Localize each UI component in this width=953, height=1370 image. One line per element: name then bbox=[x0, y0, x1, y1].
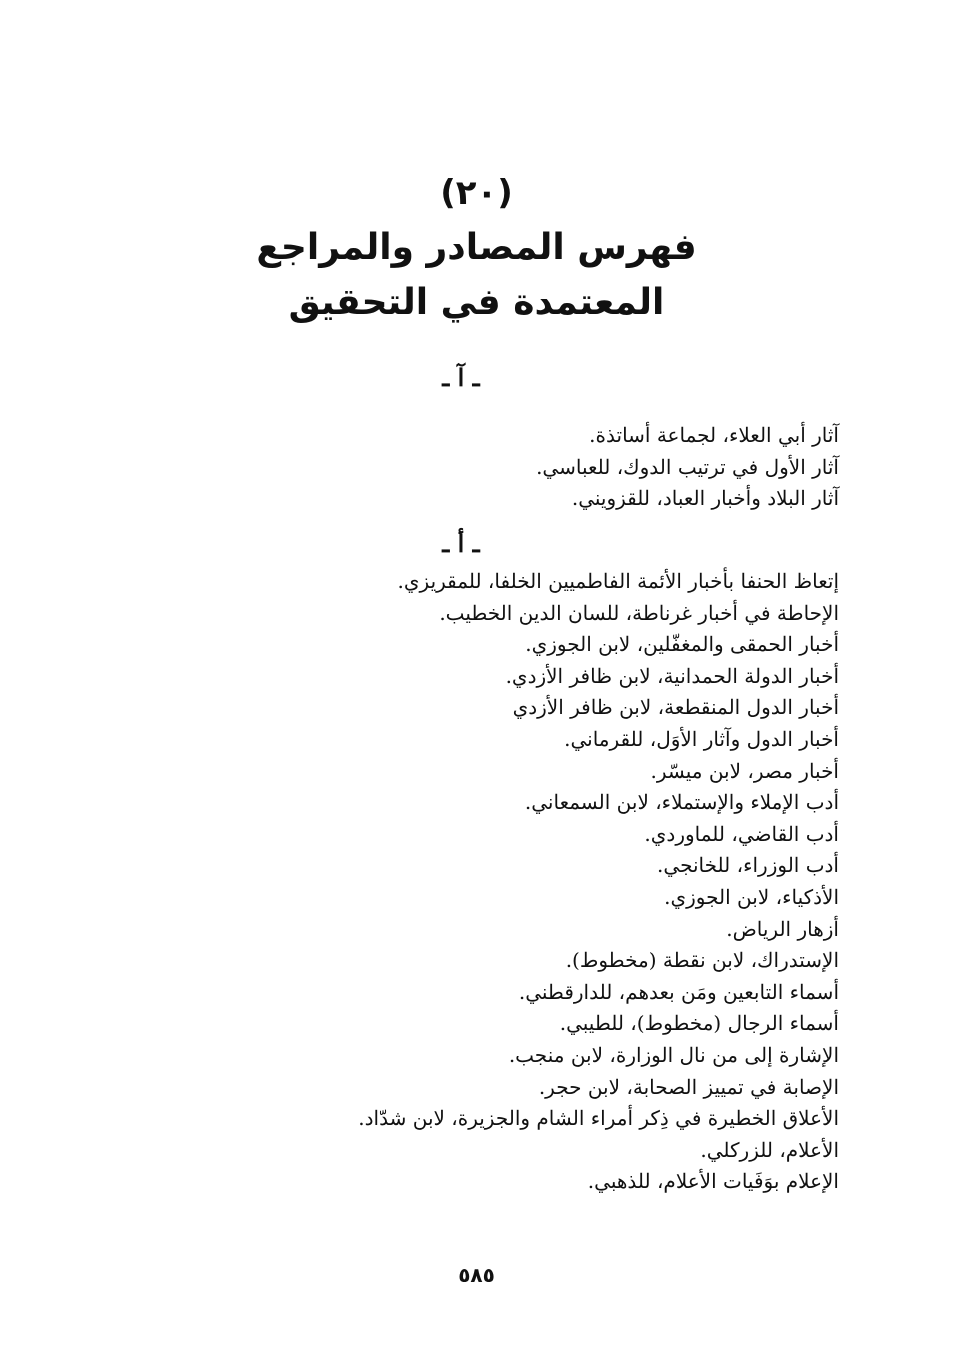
reference-entry: الإشارة إلى من نال الوزارة، لابن منجب. bbox=[508, 1042, 839, 1067]
reference-entry: الإصابة في تمييز الصحابة، لابن حجر. bbox=[538, 1074, 839, 1099]
page-number: ٥٨٥ bbox=[458, 1263, 495, 1287]
reference-list-alef-hamza bbox=[279, 566, 839, 1198]
reference-entry: أخبار الحمقى والمغفّلين، لابن الجوزي. bbox=[525, 632, 839, 657]
section-heading-alef-hamza: ـ أ ـ bbox=[442, 529, 480, 558]
reference-entry: الأذكياء، لابن الجوزي. bbox=[664, 884, 839, 909]
reference-list-alef-madda bbox=[279, 420, 839, 515]
reference-entry: أدب الإملاء والإستملاء، لابن السمعاني. bbox=[524, 790, 839, 815]
reference-entry: إتعاظ الحنفا بأخبار الأئمة الفاطميين الخلفا، للمقريزي. bbox=[397, 569, 839, 593]
reference-entry: الإعلام بوَفَيات الأعلام، للذهبي. bbox=[587, 1169, 839, 1194]
reference-entry: الإستدراك، لابن نقطة (مخطوط). bbox=[565, 948, 839, 973]
reference-entry: الأعلام، للزركلي. bbox=[700, 1137, 839, 1162]
reference-entry: أزهار الرياض. bbox=[726, 916, 839, 941]
page-title-line-1: فهرس المصادر والمراجع bbox=[256, 227, 697, 268]
reference-entry: أسماء الرجال (مخطوط)، للطيبي. bbox=[559, 1011, 839, 1036]
reference-entry: أخبار الدولة الحمدانية، لابن ظافر الأزدي. bbox=[505, 663, 839, 688]
reference-entry: أدب القاضي، للماوردي. bbox=[644, 821, 839, 846]
reference-entry: أخبار مصر، لابن ميسّر. bbox=[650, 758, 839, 783]
reference-entry: الأعلاق الخطيرة في ذِكر أمراء الشام والجزيرة، لابن شدّاد. bbox=[358, 1106, 839, 1131]
page-title-line-2: المعتمدة في التحقيق bbox=[288, 282, 665, 323]
reference-entry: أدب الوزراء، للخانجي. bbox=[657, 853, 839, 878]
reference-entry: آثار البلاد وأخبار العباد، للقزويني. bbox=[571, 486, 839, 511]
section-heading-alef-madda: ـ آ ـ bbox=[442, 363, 480, 392]
reference-entry: أخبار الدول وآثار الأوَل، للقرماني. bbox=[564, 726, 839, 751]
reference-entry: أسماء التابعين ومَن بعدهم، للدارقطني. bbox=[518, 979, 839, 1004]
reference-entry: آثار الأول في ترتيب الدوك، للعباسي. bbox=[536, 454, 839, 479]
reference-entry: الإحاطة في أخبار غرناطة، للسان الدين الخطيب. bbox=[439, 600, 839, 625]
reference-entry: أخبار الدول المنقطعة، لابن ظافر الأزدي bbox=[512, 695, 839, 720]
chapter-number: (٢٠) bbox=[440, 173, 513, 213]
reference-entry: آثار أبي العلاء، لجماعة أساتذة. bbox=[589, 423, 839, 447]
